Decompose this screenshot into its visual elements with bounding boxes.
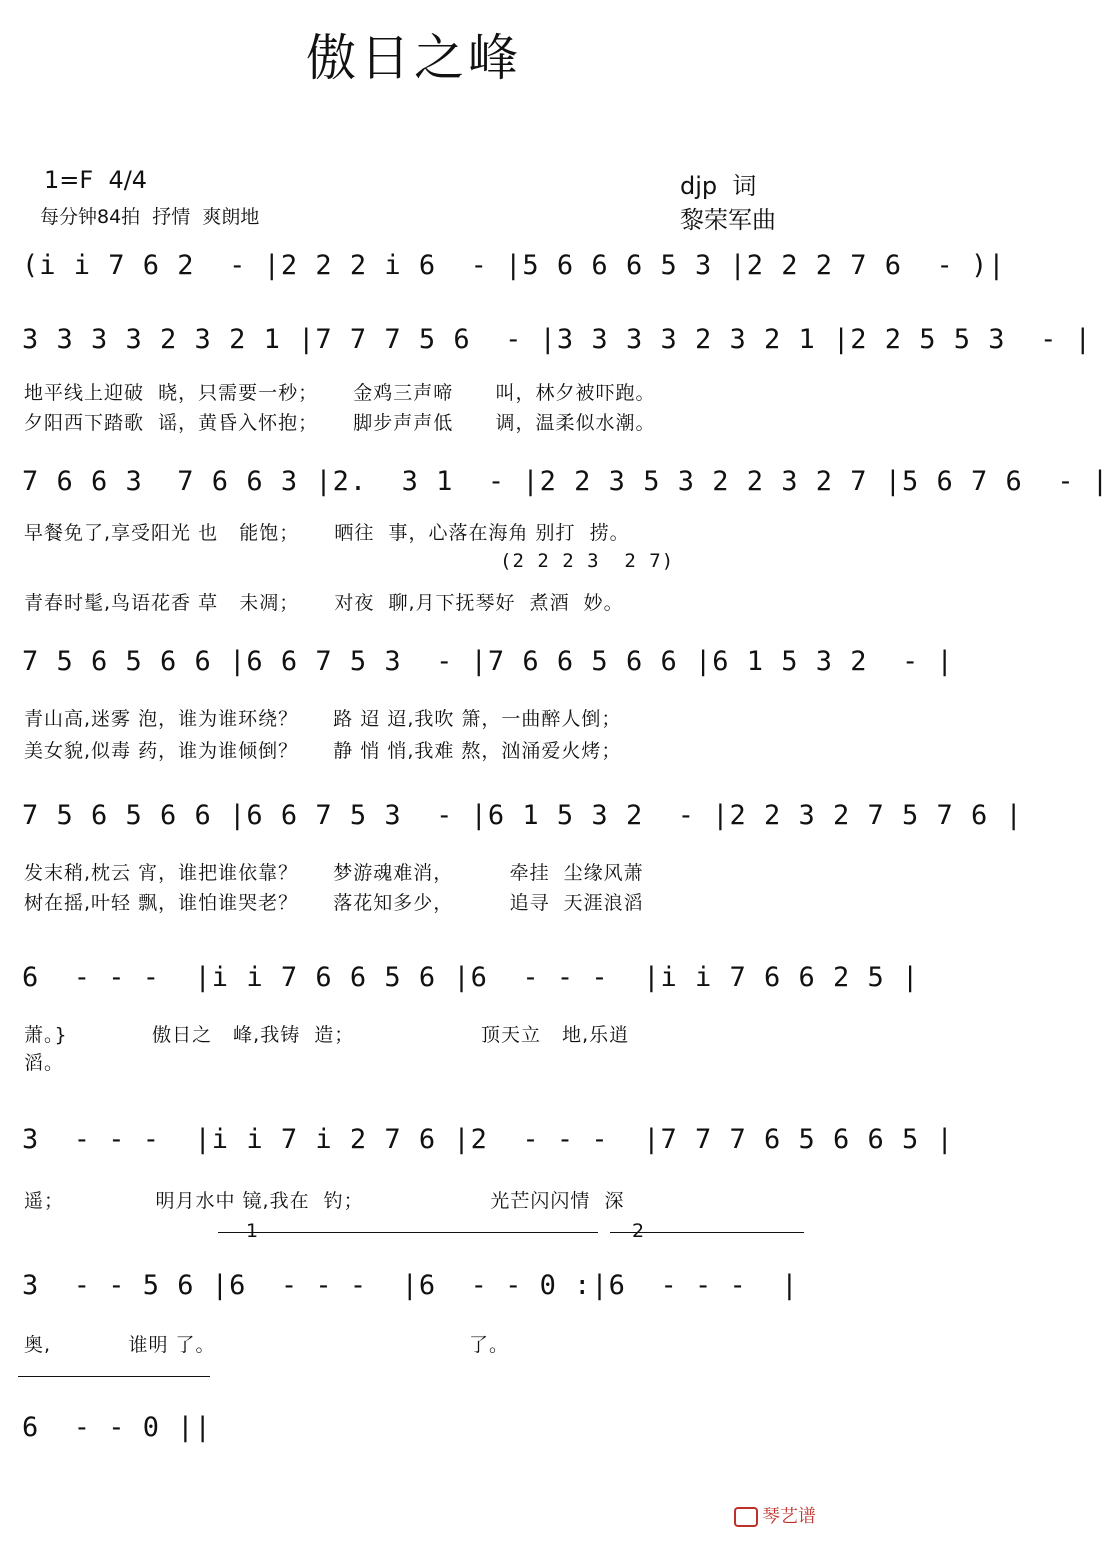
- lyric-row-5-verse-2: 树在摇,叶轻 飘，谁怕谁哭老？ 落花知多少， 追寻 天涯浪滔: [24, 892, 644, 914]
- lyric-row-6-verse-2: 滔。: [24, 1052, 65, 1074]
- watermark: [734, 1502, 816, 1528]
- tempo-mood: 每分钟84拍 抒情 爽朗地: [40, 206, 260, 228]
- volta-1-bracket: [218, 1232, 598, 1233]
- notation-row-1: (i i 7 6 2 - |2 2 2 i 6 - |5 6 6 6 5 3 |2 2 2 7 6 - )|: [22, 250, 1006, 281]
- volta-2-label: 2: [632, 1220, 645, 1242]
- alt-notes: (2 2 2 3 2 7): [500, 550, 675, 572]
- lyric-row-8: 奥, 谁明 了。 了。: [24, 1334, 509, 1356]
- tie-line: [18, 1376, 210, 1377]
- lyricist: djp 词: [680, 172, 757, 200]
- notation-row-8: 3 - - 5 6 |6 - - - |6 - - 0 :|6 - - - |: [22, 1270, 799, 1301]
- lyric-row-4-verse-2: 美女貌,似毒 药，谁为谁倾倒？ 静 悄 悄,我难 熬，汹涌爱火烤；: [24, 740, 622, 762]
- volta-1-label: 1: [246, 1220, 259, 1242]
- lyric-row-6-verse-1: 萧。} 傲日之 峰,我铸 造； 顶天立 地,乐逍: [24, 1024, 630, 1046]
- notation-row-7: 3 - - - |i i 7 i 2 7 6 |2 - - - |7 7 7 6 5 6 6 5 |: [22, 1124, 954, 1155]
- lyric-row-3-verse-2: 青春时髦,鸟语花香 草 未凋； 对夜 聊,月下抚琴好 煮酒 妙。: [24, 592, 624, 614]
- notation-row-5: 7 5 6 5 6 6 |6 6 7 5 3 - |6 1 5 3 2 - |2 2 3 2 7 5 7 6 |: [22, 800, 1023, 831]
- lyric-row-5-verse-1: 发末稍,枕云 宵，谁把谁依靠？ 梦游魂难消， 牵挂 尘缘风萧: [24, 862, 644, 884]
- composer: 黎荣军曲: [680, 206, 776, 234]
- watermark-text: 琴艺谱: [762, 1506, 816, 1527]
- key-meter: 1=F 4/4: [44, 166, 148, 194]
- notation-row-3: 7 6 6 3 7 6 6 3 |2. 3 1 - |2 2 3 5 3 2 2 3 2 7 |5 6 7 6 - |: [22, 466, 1109, 497]
- lyric-row-2-verse-2: 夕阳西下踏歌 谣，黄昏入怀抱； 脚步声声低 调，温柔似水潮。: [24, 412, 656, 434]
- lyric-row-2-verse-1: 地平线上迎破 晓，只需要一秒； 金鸡三声啼 叫，林夕被吓跑。: [24, 382, 656, 404]
- notation-row-9: 6 - - 0 ||: [22, 1412, 212, 1443]
- notation-row-4: 7 5 6 5 6 6 |6 6 7 5 3 - |7 6 6 5 6 6 |6 1 5 3 2 - |: [22, 646, 954, 677]
- lyric-row-3-verse-1: 早餐免了,享受阳光 也 能饱； 晒往 事，心落在海角 别打 捞。: [24, 522, 630, 544]
- notation-row-6: 6 - - - |i i 7 6 6 5 6 |6 - - - |i i 7 6 6 2 5 |: [22, 962, 920, 993]
- lyric-row-7: 遥； 明月水中 镜,我在 钓； 光芒闪闪情 深: [24, 1190, 625, 1212]
- qinyipu-logo-icon: [734, 1507, 758, 1527]
- lyric-row-4-verse-1: 青山高,迷雾 泡，谁为谁环绕？ 路 迢 迢,我吹 箫，一曲醉人倒；: [24, 708, 622, 730]
- notation-row-2: 3 3 3 3 2 3 2 1 |7 7 7 5 6 - |3 3 3 3 2 3 2 1 |2 2 5 5 3 - |: [22, 324, 1092, 355]
- page-title: 傲日之峰: [306, 29, 522, 87]
